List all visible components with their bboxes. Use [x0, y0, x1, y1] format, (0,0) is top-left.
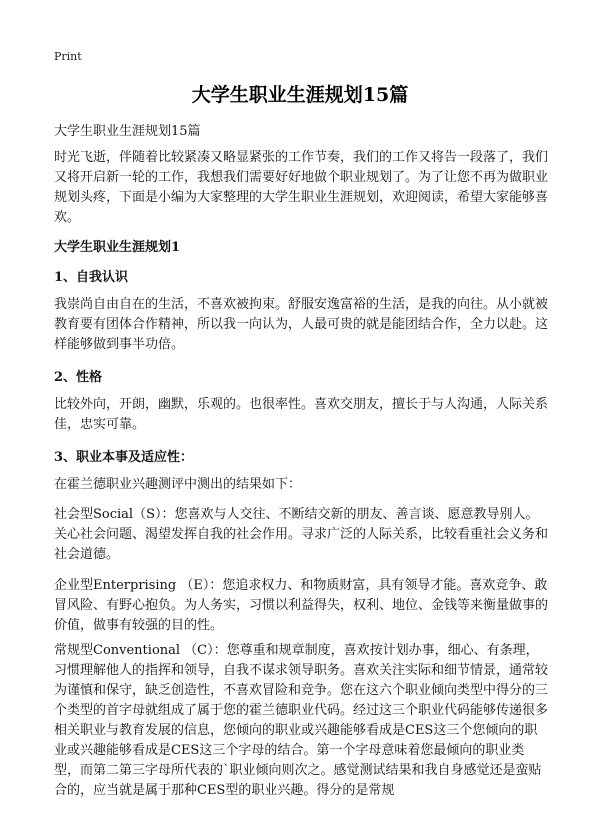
intro-paragraph: 时光飞逝，伴随着比较紧凑又略显紧张的工作节奏，我们的工作又将告一段落了，我们又将开启新一轮的工作，我想我们需要好好地做个职业规划了。为了让您不再为做职业规划头疼，下面是小编为大家整理的大学生职业生涯规划，欢迎阅读，希望大家能够喜欢。	[54, 150, 549, 225]
heading-self-knowledge: 1、自我认识	[54, 270, 129, 285]
heading-personality: 2、性格	[54, 370, 103, 385]
paragraph-self-knowledge: 我崇尚自由自在的生活，不喜欢被拘束。舒服安逸富裕的生活，是我的向往。从小就被教育要有团体合作精神，所以我一向认为，人最可贵的就是能团结合作，全力以赴。这样能够做到事半功倍。	[54, 297, 549, 352]
paragraph-test-result: 在霍兰德职业兴趣测评中测出的结果如下：	[54, 477, 302, 492]
heading-abilities: 3、职业本事及适应性：	[54, 450, 194, 465]
page-title: 大学生职业生涯规划15篇	[191, 84, 409, 106]
paragraph-personality: 比较外向，开朗，幽默，乐观的。也很率性。喜欢交朋友，擅长于与人沟通，人际关系佳，忠实可靠。	[54, 397, 549, 432]
paragraph-enterprising-type: 企业型Enterprising （E）：您追求权力、和物质财富，具有领导才能。喜欢竞争、敢冒风险、有野心抱负。为人务实，习惯以利益得失，权利、地位、金钱等来衡量做事的价值，做事有较强的目的性。	[54, 578, 549, 633]
paragraph-social-type: 社会型Social（S）：您喜欢与人交往、不断结交新的朋友、善言谈、愿意教导别人。关心社会问题、渴望发挥自我的社会作用。寻求广泛的人际关系，比较看重社会义务和社会道德。	[54, 507, 549, 562]
paragraph-conventional-type: 常规型Conventional （C）：您尊重和规章制度，喜欢按计划办事，细心、有条理，习惯理解他人的指挥和领导，自我不谋求领导职务。喜欢关注实际和细节情景，通常较为谨慎和保守，缺乏创造性，不喜欢冒险和竞争。您在这六个职业倾向类型中得分的三个类型的首字母就组成了属于您的霍兰德职业代码。经过这三个职业代码能够传递很多相关职业与教育发展的信息，您倾向的职业或兴趣能够看成是CES这三个您倾向的职业或兴趣能够看成是CES这三个字母的结合。第一个字母意味着您最倾向的职业类型，而第二第三字母所代表的`职业倾向则次之。感觉测试结果和我自身感觉还是蛮贴合的，应当就是属于那种CES型的职业兴趣。得分的是常规	[54, 643, 549, 798]
print-link[interactable]: Print	[54, 50, 82, 63]
document-subtitle: 大学生职业生涯规划15篇	[54, 124, 201, 139]
section-title: 大学生职业生涯规划1	[54, 240, 181, 255]
